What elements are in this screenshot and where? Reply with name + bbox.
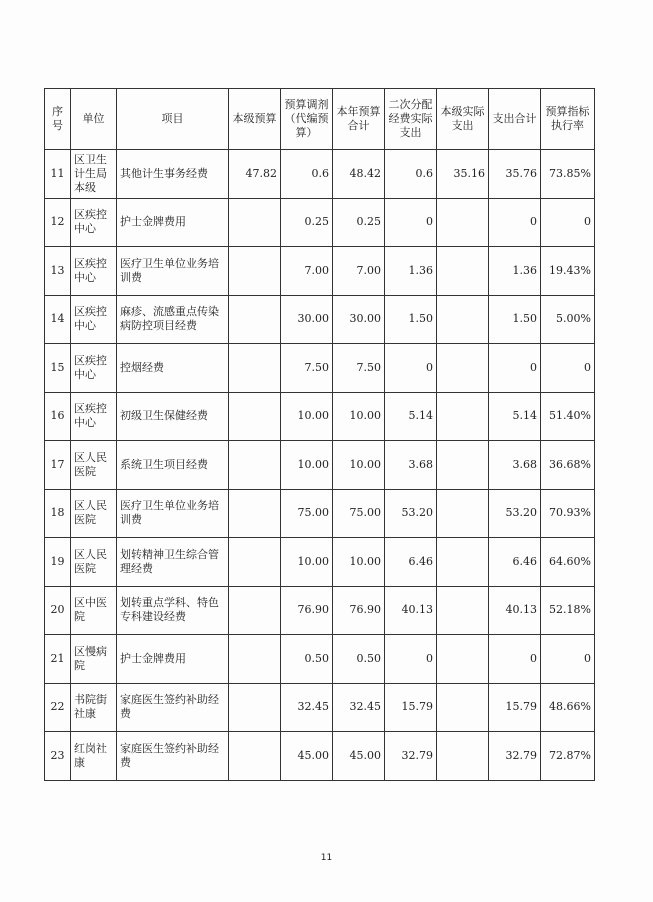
cell-project: 其他计生事务经费 (117, 150, 229, 199)
cell-project: 初级卫生保健经费 (117, 392, 229, 441)
cell-unit: 区人民医院 (71, 441, 117, 490)
cell-annual-budget-total: 7.00 (333, 247, 385, 296)
cell-secondary-allocation-spend: 0.6 (385, 150, 437, 199)
cell-level-actual-spend (437, 586, 489, 635)
cell-execution-rate: 51.40% (541, 392, 595, 441)
cell-annual-budget-total: 10.00 (333, 392, 385, 441)
cell-annual-budget-total: 7.50 (333, 344, 385, 393)
cell-execution-rate: 0 (541, 635, 595, 684)
cell-execution-rate: 5.00% (541, 295, 595, 344)
table-row (45, 732, 595, 781)
header-secondary-allocation-spend: 二次分配经费实际支出 (385, 89, 437, 150)
cell-spend-total: 35.76 (489, 150, 541, 199)
cell-level-actual-spend (437, 538, 489, 587)
cell-serial: 14 (45, 295, 71, 344)
cell-unit: 红岗社康 (71, 732, 117, 781)
cell-annual-budget-total: 0.25 (333, 198, 385, 247)
header-serial: 序号 (45, 89, 71, 150)
cell-level-actual-spend (437, 344, 489, 393)
cell-execution-rate: 19.43% (541, 247, 595, 296)
cell-level-actual-spend (437, 295, 489, 344)
cell-project: 医疗卫生单位业务培训费 (117, 489, 229, 538)
table-row (45, 635, 595, 684)
cell-secondary-allocation-spend: 3.68 (385, 441, 437, 490)
cell-level-actual-spend (437, 489, 489, 538)
cell-annual-budget-total: 0.50 (333, 635, 385, 684)
cell-level-actual-spend (437, 732, 489, 781)
cell-unit: 区人民医院 (71, 489, 117, 538)
cell-secondary-allocation-spend: 5.14 (385, 392, 437, 441)
cell-secondary-allocation-spend: 1.36 (385, 247, 437, 296)
cell-project: 系统卫生项目经费 (117, 441, 229, 490)
cell-level-budget (229, 247, 281, 296)
cell-secondary-allocation-spend: 6.46 (385, 538, 437, 587)
cell-unit: 区中医院 (71, 586, 117, 635)
cell-unit: 区卫生计生局本级 (71, 150, 117, 199)
cell-project: 护士金牌费用 (117, 635, 229, 684)
cell-budget-adjustment: 32.45 (281, 683, 333, 732)
cell-annual-budget-total: 10.00 (333, 441, 385, 490)
cell-serial: 13 (45, 247, 71, 296)
header-unit: 单位 (71, 89, 117, 150)
cell-level-budget (229, 198, 281, 247)
cell-level-budget (229, 538, 281, 587)
cell-unit: 区人民医院 (71, 538, 117, 587)
cell-unit: 区慢病院 (71, 635, 117, 684)
cell-budget-adjustment: 30.00 (281, 295, 333, 344)
cell-execution-rate: 64.60% (541, 538, 595, 587)
cell-serial: 22 (45, 683, 71, 732)
cell-spend-total: 15.79 (489, 683, 541, 732)
cell-budget-adjustment: 10.00 (281, 441, 333, 490)
cell-unit: 区疾控中心 (71, 344, 117, 393)
cell-serial: 16 (45, 392, 71, 441)
cell-serial: 23 (45, 732, 71, 781)
cell-serial: 21 (45, 635, 71, 684)
cell-level-budget (229, 635, 281, 684)
cell-spend-total: 3.68 (489, 441, 541, 490)
cell-execution-rate: 48.66% (541, 683, 595, 732)
cell-budget-adjustment: 7.50 (281, 344, 333, 393)
cell-project: 家庭医生签约补助经费 (117, 683, 229, 732)
cell-serial: 15 (45, 344, 71, 393)
table-row (45, 683, 595, 732)
table-row (45, 150, 595, 199)
cell-level-budget (229, 392, 281, 441)
cell-annual-budget-total: 45.00 (333, 732, 385, 781)
cell-spend-total: 0 (489, 198, 541, 247)
cell-annual-budget-total: 76.90 (333, 586, 385, 635)
cell-level-actual-spend: 35.16 (437, 150, 489, 199)
cell-annual-budget-total: 30.00 (333, 295, 385, 344)
cell-spend-total: 1.36 (489, 247, 541, 296)
cell-spend-total: 1.50 (489, 295, 541, 344)
table-row (45, 295, 595, 344)
table-body (45, 150, 595, 781)
budget-execution-table (44, 88, 595, 781)
header-project: 项目 (117, 89, 229, 150)
cell-budget-adjustment: 10.00 (281, 392, 333, 441)
cell-unit: 区疾控中心 (71, 247, 117, 296)
cell-execution-rate: 36.68% (541, 441, 595, 490)
cell-annual-budget-total: 32.45 (333, 683, 385, 732)
table-row (45, 538, 595, 587)
cell-serial: 19 (45, 538, 71, 587)
cell-annual-budget-total: 10.00 (333, 538, 385, 587)
cell-serial: 18 (45, 489, 71, 538)
cell-execution-rate: 72.87% (541, 732, 595, 781)
cell-level-actual-spend (437, 635, 489, 684)
cell-spend-total: 6.46 (489, 538, 541, 587)
cell-unit: 区疾控中心 (71, 198, 117, 247)
cell-spend-total: 0 (489, 635, 541, 684)
header-spend-total: 支出合计 (489, 89, 541, 150)
cell-execution-rate: 0 (541, 198, 595, 247)
cell-secondary-allocation-spend: 40.13 (385, 586, 437, 635)
table-row (45, 198, 595, 247)
cell-budget-adjustment: 7.00 (281, 247, 333, 296)
cell-project: 麻疹、流感重点传染病防控项目经费 (117, 295, 229, 344)
header-level-budget: 本级预算 (229, 89, 281, 150)
cell-budget-adjustment: 10.00 (281, 538, 333, 587)
cell-level-budget: 47.82 (229, 150, 281, 199)
cell-annual-budget-total: 75.00 (333, 489, 385, 538)
cell-unit: 区疾控中心 (71, 392, 117, 441)
cell-level-actual-spend (437, 441, 489, 490)
cell-budget-adjustment: 0.25 (281, 198, 333, 247)
header-level-actual-spend: 本级实际支出 (437, 89, 489, 150)
cell-budget-adjustment: 0.6 (281, 150, 333, 199)
cell-level-budget (229, 586, 281, 635)
cell-project: 划转精神卫生综合管理经费 (117, 538, 229, 587)
header-budget-adjustment: 预算调剂（代编预算） (281, 89, 333, 150)
table-header-row (45, 89, 595, 150)
cell-execution-rate: 52.18% (541, 586, 595, 635)
cell-level-budget (229, 489, 281, 538)
cell-secondary-allocation-spend: 0 (385, 198, 437, 247)
cell-secondary-allocation-spend: 32.79 (385, 732, 437, 781)
cell-unit: 区疾控中心 (71, 295, 117, 344)
cell-secondary-allocation-spend: 0 (385, 635, 437, 684)
table-row (45, 247, 595, 296)
cell-secondary-allocation-spend: 15.79 (385, 683, 437, 732)
table-row (45, 441, 595, 490)
cell-project: 护士金牌费用 (117, 198, 229, 247)
table-row (45, 392, 595, 441)
header-execution-rate: 预算指标执行率 (541, 89, 595, 150)
cell-spend-total: 32.79 (489, 732, 541, 781)
cell-serial: 11 (45, 150, 71, 199)
cell-execution-rate: 73.85% (541, 150, 595, 199)
cell-level-budget (229, 295, 281, 344)
cell-spend-total: 53.20 (489, 489, 541, 538)
cell-level-actual-spend (437, 392, 489, 441)
header-annual-budget-total: 本年预算合计 (333, 89, 385, 150)
cell-serial: 12 (45, 198, 71, 247)
cell-level-budget (229, 344, 281, 393)
cell-unit: 书院街社康 (71, 683, 117, 732)
cell-level-budget (229, 683, 281, 732)
table-row (45, 586, 595, 635)
cell-project: 家庭医生签约补助经费 (117, 732, 229, 781)
cell-budget-adjustment: 75.00 (281, 489, 333, 538)
cell-budget-adjustment: 0.50 (281, 635, 333, 684)
cell-secondary-allocation-spend: 1.50 (385, 295, 437, 344)
cell-execution-rate: 0 (541, 344, 595, 393)
cell-spend-total: 5.14 (489, 392, 541, 441)
table-row (45, 489, 595, 538)
cell-level-actual-spend (437, 247, 489, 296)
page-number: 11 (320, 853, 333, 863)
cell-project: 控烟经费 (117, 344, 229, 393)
cell-spend-total: 0 (489, 344, 541, 393)
cell-serial: 17 (45, 441, 71, 490)
cell-project: 医疗卫生单位业务培训费 (117, 247, 229, 296)
cell-secondary-allocation-spend: 53.20 (385, 489, 437, 538)
cell-secondary-allocation-spend: 0 (385, 344, 437, 393)
cell-level-budget (229, 732, 281, 781)
cell-level-budget (229, 441, 281, 490)
cell-level-actual-spend (437, 683, 489, 732)
cell-serial: 20 (45, 586, 71, 635)
cell-project: 划转重点学科、特色专科建设经费 (117, 586, 229, 635)
cell-execution-rate: 70.93% (541, 489, 595, 538)
table-row (45, 344, 595, 393)
cell-budget-adjustment: 76.90 (281, 586, 333, 635)
cell-budget-adjustment: 45.00 (281, 732, 333, 781)
cell-spend-total: 40.13 (489, 586, 541, 635)
cell-level-actual-spend (437, 198, 489, 247)
cell-annual-budget-total: 48.42 (333, 150, 385, 199)
